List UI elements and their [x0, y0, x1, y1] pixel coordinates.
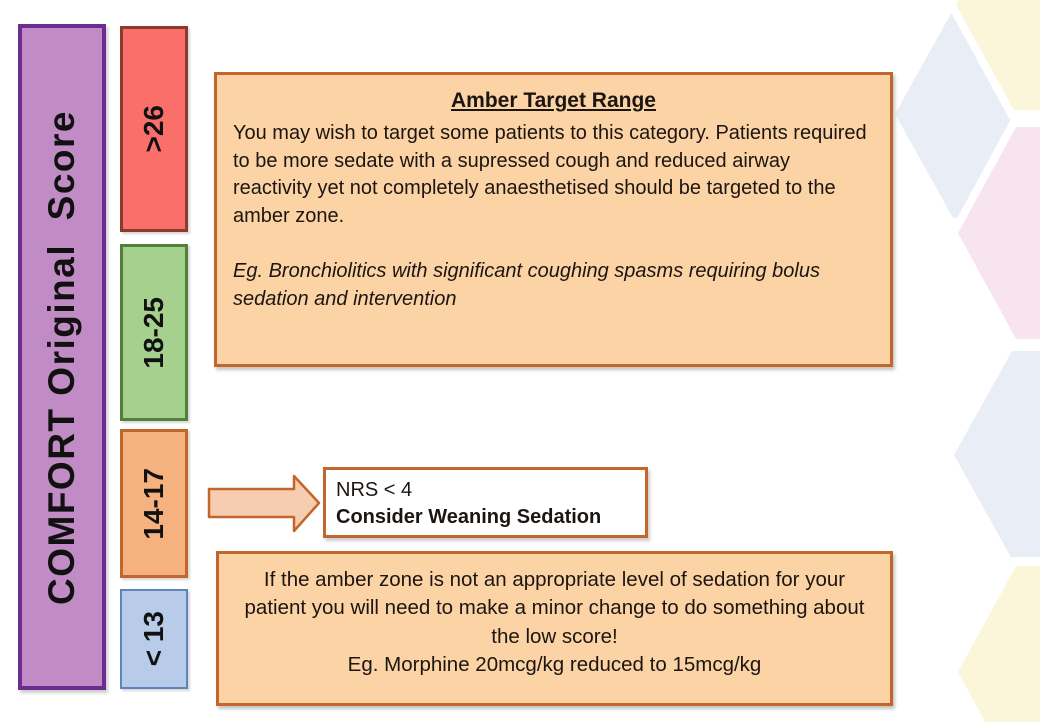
- weaning-sedation-box: [323, 467, 648, 538]
- amber-target-range-title: Amber Target Range: [451, 89, 656, 112]
- comfort-score-bar: [18, 24, 106, 690]
- range-box-18-25: [120, 244, 188, 421]
- range-label: 18-25: [138, 296, 169, 369]
- range-label: 14-17: [138, 467, 169, 540]
- range-box-over-26: [120, 26, 188, 232]
- nrs-line: NRS < 4: [336, 479, 413, 501]
- hexagon-yellow-icon: [958, 566, 1040, 722]
- low-score-advice-box: [216, 551, 893, 706]
- hexagon-blue-icon: [954, 351, 1040, 559]
- low-score-body: If the amber zone is not an appropriate level of sedation for your patient you will need to make a minor change to do something about the low score!: [244, 568, 865, 648]
- amber-target-range-body: You may wish to target some patients to this category. Patients required to be more sedate with a supressed cough and reduced airway reactivity yet not completely anaesthetised should be targeted to the amber zone.: [233, 121, 867, 227]
- range-label: >26: [138, 105, 169, 153]
- range-box-14-17: [120, 429, 188, 578]
- weaning-line: Consider Weaning Sedation: [336, 506, 602, 528]
- right-arrow-icon: [205, 472, 323, 536]
- comfort-score-title: COMFORT Original Score: [41, 109, 82, 605]
- amber-target-range-example: Eg. Bronchiolitics with significant coughing spasms requiring bolus sedation and intervention: [233, 260, 820, 310]
- low-score-example: Eg. Morphine 20mcg/kg reduced to 15mcg/kg: [347, 652, 762, 676]
- amber-target-range-box: [214, 72, 893, 367]
- hexagon-icon: [949, 557, 1040, 722]
- range-label: < 13: [138, 611, 169, 667]
- range-box-under-13: [120, 589, 188, 689]
- hexagon-icon: [945, 342, 1040, 568]
